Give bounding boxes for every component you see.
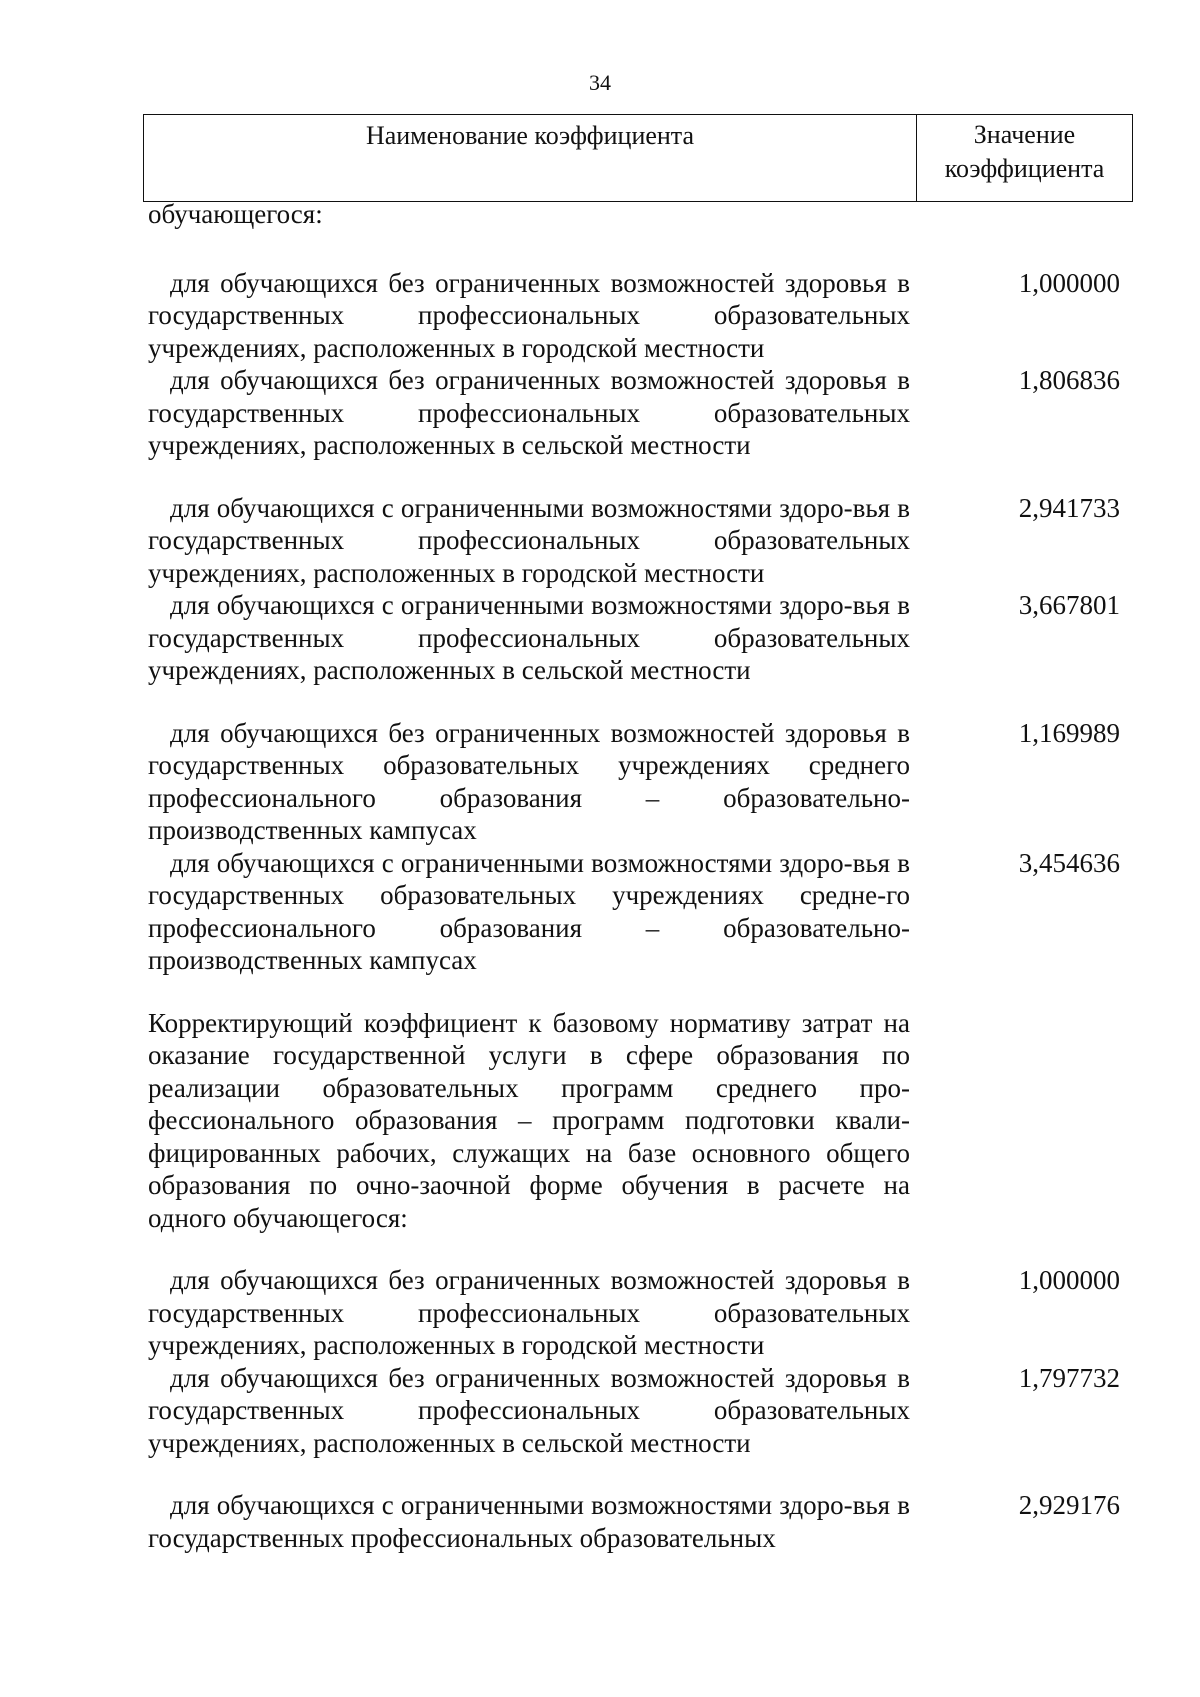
- row-value: 2,929176: [1018, 1490, 1120, 1520]
- row-description: для обучающихся с ограниченными возможностями здоро-вья в государственных профессиональных образовательных учреждениях, расположенных в городской местности: [148, 492, 910, 588]
- row-value: 1,169989: [1018, 717, 1120, 748]
- section-heading-row: [148, 1007, 1148, 1235]
- row-description: для обучающихся без ограниченных возможностей здоровья в государственных профессиональных образовательных учреждениях, расположенных в городской местности: [148, 1265, 910, 1360]
- coefficient-row: [148, 1489, 1148, 1554]
- row-description: для обучающихся с ограниченными возможностями здоро-вья в государственных профессиональных образовательных: [148, 1490, 910, 1553]
- row-value: 1,000000: [1018, 267, 1120, 298]
- table-header: [143, 114, 1133, 202]
- coefficient-row: [148, 847, 1148, 977]
- row-description: для обучающихся без ограниченных возможностей здоровья в государственных профессиональных образовательных учреждениях, расположенных в городской местности: [148, 267, 910, 363]
- header-value-column: [917, 115, 1132, 201]
- row-value: 3,667801: [1018, 590, 1120, 620]
- document-body: [148, 198, 1148, 1554]
- row-value: 3,454636: [1018, 847, 1120, 878]
- row-description: для обучающихся без ограниченных возможностей здоровья в государственных профессиональных образовательных учреждениях, расположенных в сельской местности: [148, 1362, 910, 1458]
- row-description: для обучающихся с ограниченными возможностями здоро-вья в государственных профессиональных образовательных учреждениях, расположенных в сельской местности: [148, 590, 910, 685]
- row-value: 1,806836: [1018, 365, 1120, 395]
- coefficient-row: [148, 364, 1148, 462]
- row-description: для обучающихся с ограниченными возможностями здоро-вья в государственных образовательных учреждениях средне-го профессионального образования – образовательно-производственных кампусах: [148, 847, 910, 975]
- header-value-line1: Значение: [973, 120, 1076, 149]
- row-value: 2,941733: [1018, 492, 1120, 523]
- row-value: 1,000000: [1018, 1265, 1120, 1295]
- header-value-line2: коэффициента: [944, 154, 1105, 183]
- coefficient-row: [148, 717, 1148, 847]
- row-description: для обучающихся без ограниченных возможностей здоровья в государственных профессиональных образовательных учреждениях, расположенных в сельской местности: [148, 365, 910, 460]
- page-number: 34: [589, 70, 611, 95]
- coefficient-row: [148, 589, 1148, 687]
- coefficient-row: [148, 267, 1148, 365]
- coefficient-row: [148, 492, 1148, 590]
- section-heading: Корректирующий коэффициент к базовому нормативу затрат на оказание государственной услуги в сфере образования по реализации образовательных программ среднего про-фессионального образования – программ подготовки квали-фицированных рабочих, служащих на базе основного общего образования по очно-заочной форме обучения в расчете на одного обучающегося:: [148, 1007, 910, 1233]
- continuation-text: обучающегося:: [148, 199, 323, 229]
- row-description: для обучающихся без ограниченных возможностей здоровья в государственных образовательных учреждениях среднего профессионального образования – образовательно-производственных кампусах: [148, 717, 910, 845]
- coefficient-row: [148, 1362, 1148, 1460]
- header-name-column: Наименование коэффициента: [144, 115, 917, 201]
- coefficient-row: [148, 1264, 1148, 1362]
- row-value: 1,797732: [1018, 1362, 1120, 1393]
